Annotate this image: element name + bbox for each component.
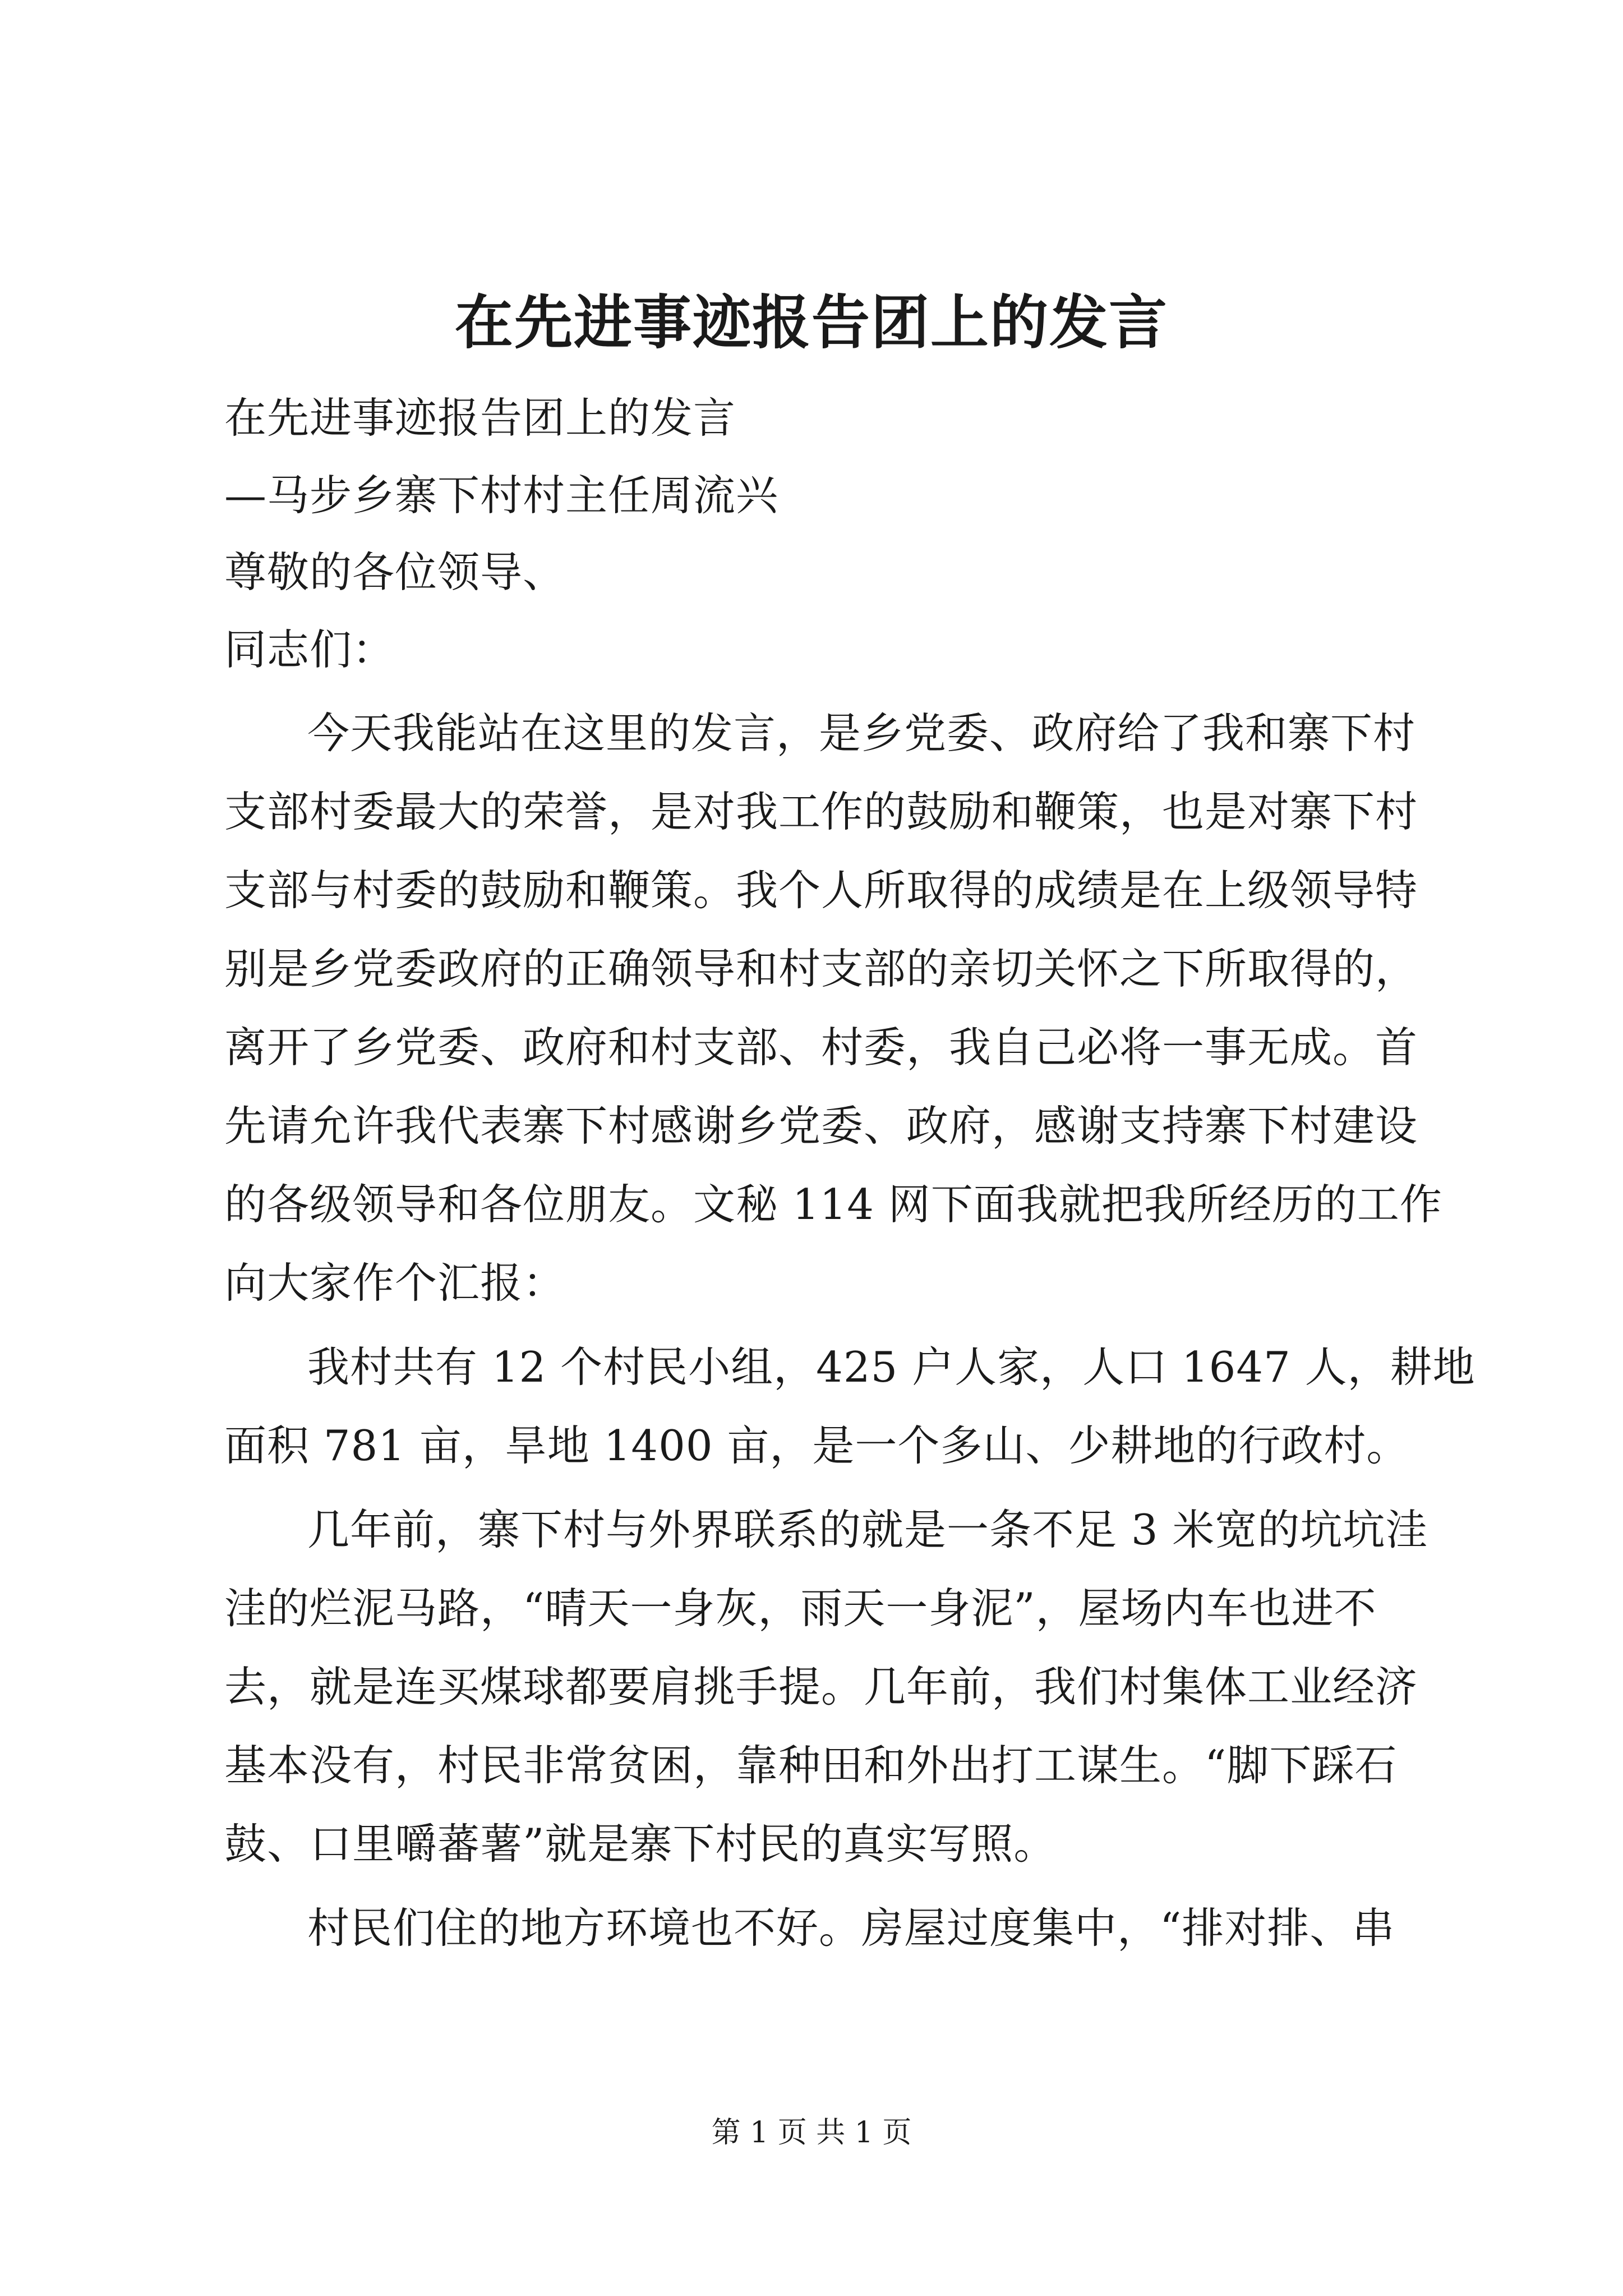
document-title: 在先进事迹报告团上的发言	[454, 288, 1168, 357]
paragraph-line: 村民们住的地方环境也不好。房屋过度集中，“排对排、串	[307, 1903, 1395, 1953]
paragraph-line: 别是乡党委政府的正确领导和村支部的亲切关怀之下所取得的，	[224, 944, 1418, 993]
paragraph-line: 的各级领导和各位朋友。文秘 114 网下面我就把我所经历的工作	[224, 1180, 1442, 1229]
paragraph-line: 面积 781 亩，旱地 1400 亩，是一个多山、少耕地的行政村。	[224, 1421, 1409, 1470]
paragraph-line: 支部村委最大的荣誉，是对我工作的鼓励和鞭策，也是对寨下村	[224, 787, 1418, 836]
paragraph-line: 去，就是连买煤球都要肩挑手提。几年前，我们村集体工业经济	[224, 1662, 1418, 1711]
paragraph-line: 洼的烂泥马路，“晴天一身灰，雨天一身泥”，屋场内车也进不	[224, 1584, 1377, 1633]
paragraph-line: 向大家作个汇报：	[224, 1258, 566, 1308]
paragraph-line: 今天我能站在这里的发言，是乡党委、政府给了我和寨下村	[307, 708, 1416, 758]
paragraph-line: 支部与村委的鼓励和鞭策。我个人所取得的成绩是在上级领导特	[224, 866, 1418, 915]
paragraph-line: 基本没有，村民非常贫困，靠种田和外出打工谋生。“脚下踩石	[224, 1741, 1398, 1790]
paragraph-line: 离开了乡党委、政府和村支部、村委，我自己必将一事无成。首	[224, 1023, 1418, 1072]
subtitle-line: 在先进事迹报告团上的发言	[224, 393, 736, 443]
paragraph-line: 鼓、口里嚼蕃薯”就是寨下村民的真实写照。	[224, 1819, 1057, 1869]
author-line: —马步乡寨下村村主任周流兴	[224, 471, 779, 520]
page-footer: 第 1 页 共 1 页	[711, 2116, 912, 2150]
paragraph-line: 先请允许我代表寨下村感谢乡党委、政府，感谢支持寨下村建设	[224, 1101, 1418, 1151]
salutation-line: 同志们：	[224, 625, 395, 674]
paragraph-line: 我村共有 12 个村民小组，425 户人家，人口 1647 人，耕地	[307, 1342, 1476, 1392]
paragraph-line: 几年前，寨下村与外界联系的就是一条不足 3 米宽的坑坑洼	[307, 1505, 1428, 1554]
salutation-line: 尊敬的各位领导、	[224, 547, 566, 597]
